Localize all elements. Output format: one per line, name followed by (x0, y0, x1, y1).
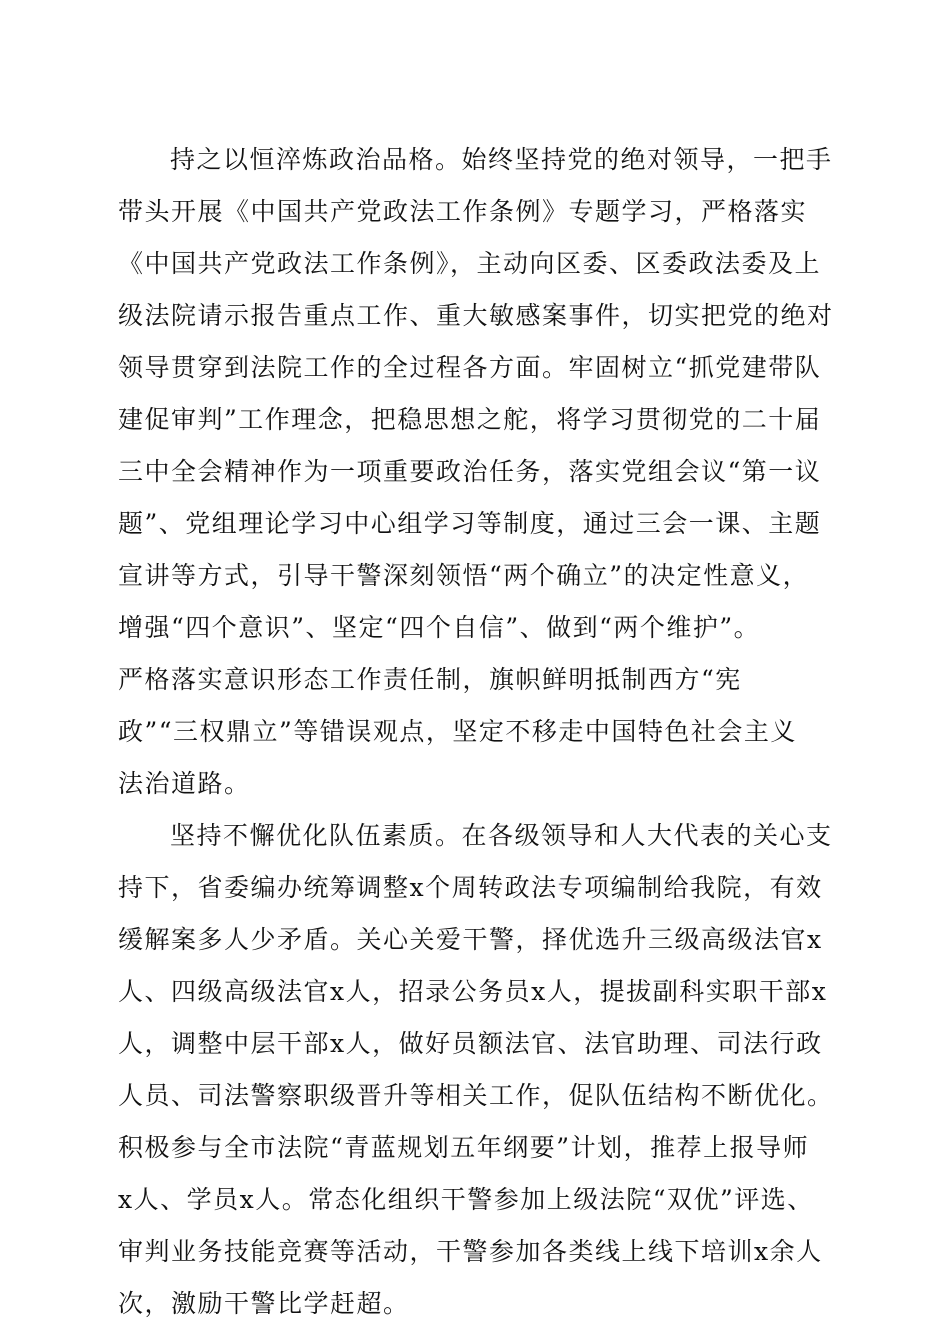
paragraph-line: 人员、司法警察职级晋升等相关工作，促队伍结构不断优化。 (118, 1081, 834, 1110)
paragraph-line: 人、四级高级法官x人，招录公务员x人，提拔副科实职干部x (118, 977, 828, 1006)
paragraph-line: 法治道路。 (118, 769, 251, 798)
paragraph-line: 持之以恒淬炼政治品格。始终坚持党的绝对领导，一把手 (170, 145, 833, 174)
paragraph-line: 持下，省委编办统筹调整x个周转政法专项编制给我院，有效 (118, 873, 823, 902)
paragraph-line: 政”“三权鼎立”等错误观点，坚定不移走中国特色社会主义 (118, 717, 797, 746)
paragraph-line: 带头开展《中国共产党政法工作条例》专题学习，严格落实 (118, 197, 808, 226)
paragraph-line: 增强“四个意识”、坚定“四个自信”、做到“两个维护”。 (118, 613, 761, 642)
paragraph-line: 坚持不懈优化队伍素质。在各级领导和人大代表的关心支 (170, 821, 833, 850)
paragraph-line: 三中全会精神作为一项重要政治任务，落实党组会议“第一议 (118, 457, 822, 486)
paragraph-line: 级法院请示报告重点工作、重大敏感案事件，切实把党的绝对 (118, 301, 834, 330)
paragraph-line: 《中国共产党政法工作条例》，主动向区委、区委政法委及上 (118, 249, 822, 278)
paragraph-line: 宣讲等方式，引导干警深刻领悟“两个确立”的决定性意义， (118, 561, 810, 590)
paragraph-line: 建促审判”工作理念，把稳思想之舵，将学习贯彻党的二十届 (118, 405, 822, 434)
paragraph-line: 缓解案多人少矛盾。关心关爱干警，择优选升三级高级法官x (118, 925, 823, 954)
paragraph-line: 人，调整中层干部x人，做好员额法官、法官助理、司法行政 (118, 1029, 823, 1058)
paragraph-line: x人、学员x人。常态化组织干警参加上级法院“双优”评选、 (118, 1185, 814, 1214)
paragraph-line: 题”、党组理论学习中心组学习等制度，通过三会一课、主题 (118, 509, 822, 538)
paragraph-line: 领导贯穿到法院工作的全过程各方面。牢固树立“抓党建带队 (118, 353, 822, 382)
paragraph-line: 审判业务技能竞赛等活动，干警参加各类线上线下培训x余人 (118, 1237, 823, 1266)
paragraph-line: 次，激励干警比学赶超。 (118, 1289, 410, 1318)
paragraph-line: 积极参与全市法院“青蓝规划五年纲要”计划，推荐上报导师 (118, 1133, 810, 1162)
paragraph-line: 严格落实意识形态工作责任制，旗帜鲜明抵制西方“宪 (118, 665, 742, 694)
